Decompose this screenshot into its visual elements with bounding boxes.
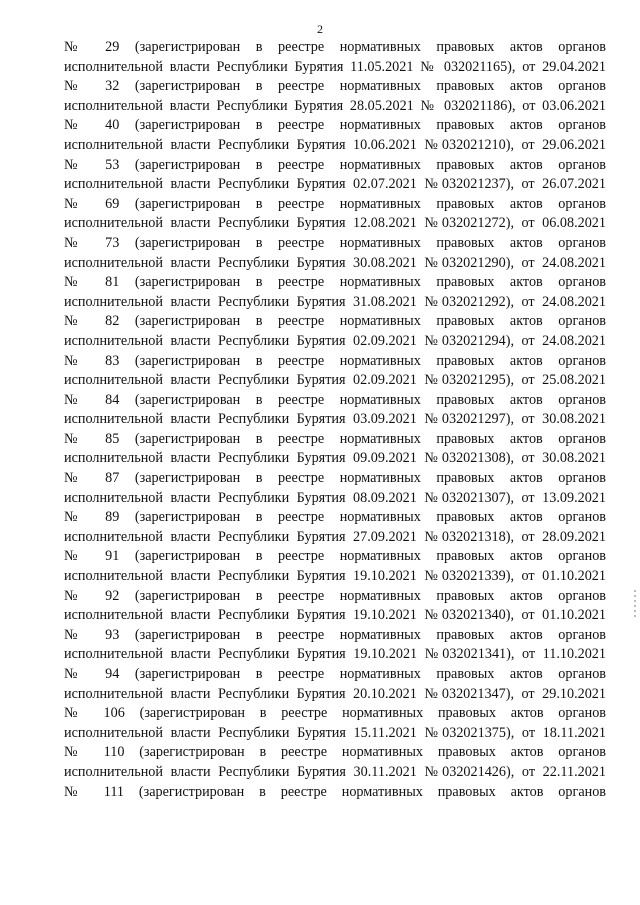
text-line: № 82 (зарегистрирован в реестре нормативных правовых актов органов (64, 313, 606, 330)
text-line: № 53 (зарегистрирован в реестре нормативных правовых актов органов (64, 156, 606, 173)
text-line: исполнительной власти Республики Бурятия 03.09.2021 №032021297), от 30.08.2021 (64, 411, 606, 428)
text-line: № 111 (зарегистрирован в реестре нормативных правовых актов органов (64, 783, 606, 800)
text-line: № 84 (зарегистрирован в реестре нормативных правовых актов органов (64, 391, 606, 408)
page-number: 2 (317, 22, 323, 36)
text-line: исполнительной власти Республики Бурятия 15.11.2021 №032021375), от 18.11.2021 (64, 724, 606, 741)
text-line: исполнительной власти Республики Бурятия 19.10.2021 №032021341), от 11.10.2021 (64, 646, 606, 663)
text-line: исполнительной власти Республики Бурятия 19.10.2021 №032021339), от 01.10.2021 (64, 568, 606, 585)
text-line: № 83 (зарегистрирован в реестре нормативных правовых актов органов (64, 352, 606, 369)
text-line: № 87 (зарегистрирован в реестре нормативных правовых актов органов (64, 470, 606, 487)
text-line: исполнительной власти Республики Бурятия 31.08.2021 №032021292), от 24.08.2021 (64, 293, 606, 310)
text-line: № 92 (зарегистрирован в реестре нормативных правовых актов органов (64, 587, 606, 604)
text-line: № 81 (зарегистрирован в реестре нормативных правовых актов органов (64, 274, 606, 291)
text-line: № 94 (зарегистрирован в реестре нормативных правовых актов органов (64, 666, 606, 682)
text-line: исполнительной власти Республики Бурятия 02.09.2021 №032021294), от 24.08.2021 (64, 332, 606, 349)
text-line: исполнительной власти Республики Бурятия 02.09.2021 №032021295), от 25.08.2021 (64, 372, 606, 389)
text-line: № 110 (зарегистрирован в реестре нормативных правовых актов органов (64, 744, 606, 761)
text-line: № 93 (зарегистрирован в реестре нормативных правовых актов органов (64, 626, 606, 643)
text-line: № 73 (зарегистрирован в реестре нормативных правовых актов органов (64, 234, 606, 251)
text-line: исполнительной власти Республики Бурятия 28.05.2021 № 032021186), от 03.06.2021 (64, 97, 606, 114)
text-line: исполнительной власти Республики Бурятия 08.09.2021 №032021307), от 13.09.2021 (64, 489, 606, 506)
text-line: № 69 (зарегистрирован в реестре нормативных правовых актов органов (64, 195, 606, 212)
text-line: № 91 (зарегистрирован в реестре нормативных правовых актов органов (64, 548, 606, 565)
text-line: № 40 (зарегистрирован в реестре нормативных правовых актов органов (64, 117, 606, 134)
text-line: исполнительной власти Республики Бурятия 30.11.2021 №032021426), от 22.11.2021 (64, 763, 606, 780)
text-line: № 32 (зарегистрирован в реестре нормативных правовых актов органов (64, 78, 606, 95)
text-line: исполнительной власти Республики Бурятия 11.05.2021 № 032021165), от 29.04.2021 (64, 58, 606, 75)
text-line: исполнительной власти Республики Бурятия 09.09.2021 №032021308), от 30.08.2021 (64, 450, 606, 467)
text-line: № 89 (зарегистрирован в реестре нормативных правовых актов органов (64, 509, 606, 526)
document-body (64, 38, 606, 802)
text-line: исполнительной власти Республики Бурятия 20.10.2021 №032021347), от 29.10.2021 (64, 685, 606, 702)
text-line: исполнительной власти Республики Бурятия 10.06.2021 №032021210), от 29.06.2021 (64, 136, 606, 153)
text-line: исполнительной власти Республики Бурятия 02.07.2021 №032021237), от 26.07.2021 (64, 176, 606, 193)
scan-artifact (634, 590, 636, 620)
text-line: исполнительной власти Республики Бурятия 19.10.2021 №032021340), от 01.10.2021 (64, 607, 606, 624)
text-line: исполнительной власти Республики Бурятия 27.09.2021 №032021318), от 28.09.2021 (64, 528, 606, 545)
text-line: № 106 (зарегистрирован в реестре нормативных правовых актов органов (64, 705, 606, 722)
text-line: исполнительной власти Республики Бурятия 12.08.2021 №032021272), от 06.08.2021 (64, 215, 606, 232)
text-line: № 85 (зарегистрирован в реестре нормативных правовых актов органов (64, 430, 606, 447)
text-line: № 29 (зарегистрирован в реестре нормативных правовых актов органов (64, 39, 606, 55)
text-line: исполнительной власти Республики Бурятия 30.08.2021 №032021290), от 24.08.2021 (64, 254, 606, 271)
